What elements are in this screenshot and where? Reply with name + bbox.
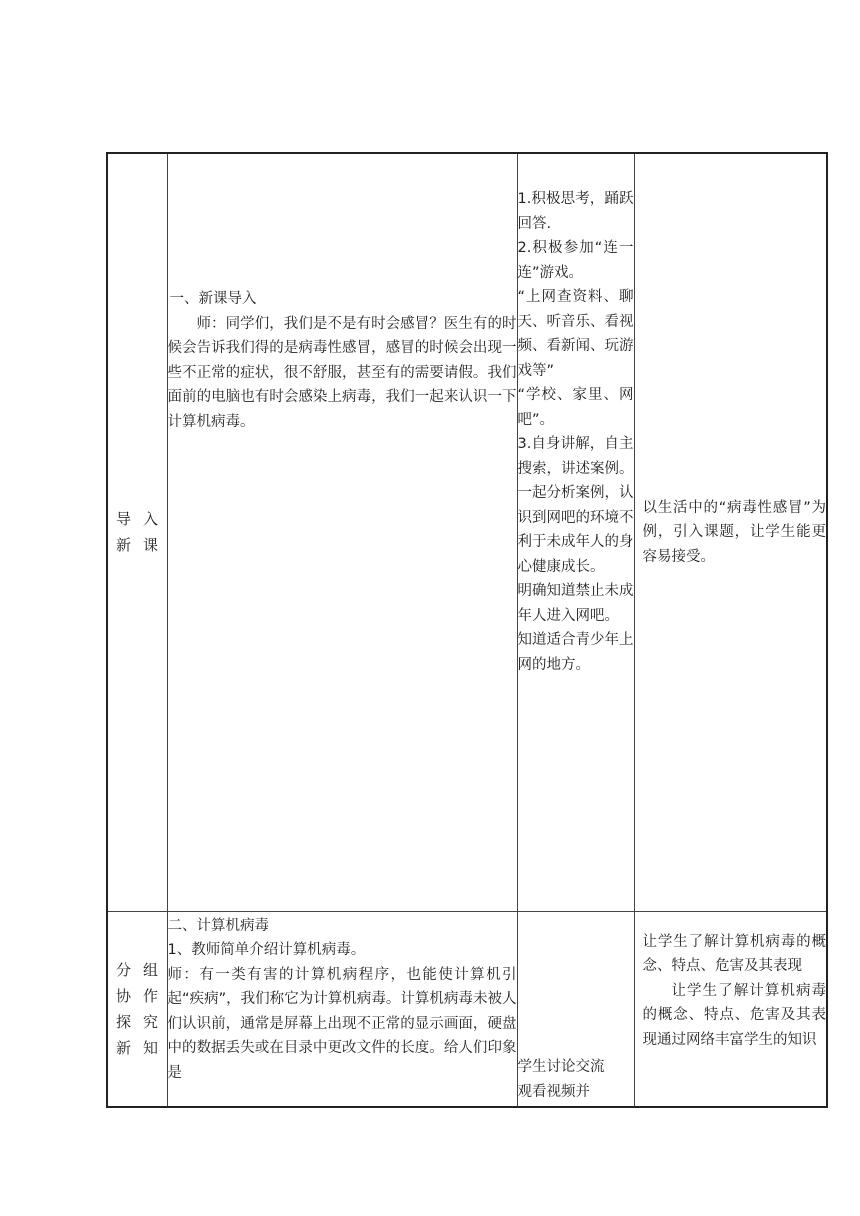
teacher-text: 师：有一类有害的计算机病程序，也能使计算机引起“疾病”，我们称它为计算机病毒。计算机病毒未被人们认识前，通常是屏幕上出现不正常的显示画面，硬盘中的数据丢失或在目录中更改文件的长度。给人们印象是 (167, 966, 517, 1081)
teacher-activity-cell (167, 911, 517, 1107)
student-text: 2.积极参加“连一连”游戏。 (517, 240, 634, 281)
student-text: “学校、家里、网吧”。 (517, 387, 634, 428)
student-text: 知道适合青少年上网的地方。 (517, 632, 634, 673)
section-heading: 二、计算机病毒 (167, 917, 269, 934)
stage-label: 分 组 (116, 960, 159, 979)
purpose-text: 让学生了解计算机病毒的概念、特点、危害及其表现通过网络丰富学生的知识 (642, 982, 826, 1048)
student-text: 观看视频并 (517, 1083, 590, 1100)
teacher-text: 师：同学们，我们是不是有时会感冒？医生有的时候会告诉我们得的是病毒性感冒，感冒的时候会出现一些不正常的症状，很不舒服，甚至有的需要请假。我们面前的电脑也有时会感染上病毒，我们一起来认识一下计算机病毒。 (167, 315, 517, 430)
student-text: 3.自身讲解，自主搜索，讲述案例。 (517, 436, 634, 477)
lesson-plan-table (106, 152, 828, 1108)
stage-label: 新知 (116, 1038, 159, 1057)
student-text: “上网查资料、聊天、听音乐、看视频、看新闻、玩游戏等” (517, 289, 634, 379)
purpose-text: 以生活中的“病毒性感冒”为例，引入课题，让学生能更容易接受。 (642, 499, 826, 565)
student-text: 1.积极思考，踊跃回答. (517, 191, 634, 232)
table-row (107, 911, 827, 1107)
student-text: 学生讨论交流 (517, 1059, 605, 1075)
section-heading: 一、新课导入 (169, 291, 257, 307)
stage-label: 新课 (116, 536, 159, 555)
section-subheading: 1、教师简单介绍计算机病毒。 (167, 942, 366, 958)
student-activity-cell (517, 911, 634, 1107)
teacher-activity-cell (167, 153, 517, 911)
table-row (107, 153, 827, 911)
design-purpose-cell (634, 153, 827, 911)
purpose-text: 让学生了解计算机病毒的概念、特点、危害及其表现 (642, 933, 826, 974)
design-purpose-cell (634, 911, 827, 1107)
stage-label: 探 究 (116, 1012, 159, 1031)
stage-label: 协 作 (116, 986, 159, 1005)
student-text: 一起分析案例，认识到网吧的环境不利于未成年人的身心健康成长。 (517, 485, 634, 575)
student-text: 明确知道禁止未成年人进入网吧。 (517, 583, 634, 624)
student-activity-cell (517, 153, 634, 911)
stage-label: 导 入 (116, 510, 159, 529)
stage-cell (107, 911, 167, 1107)
stage-cell (107, 153, 167, 911)
